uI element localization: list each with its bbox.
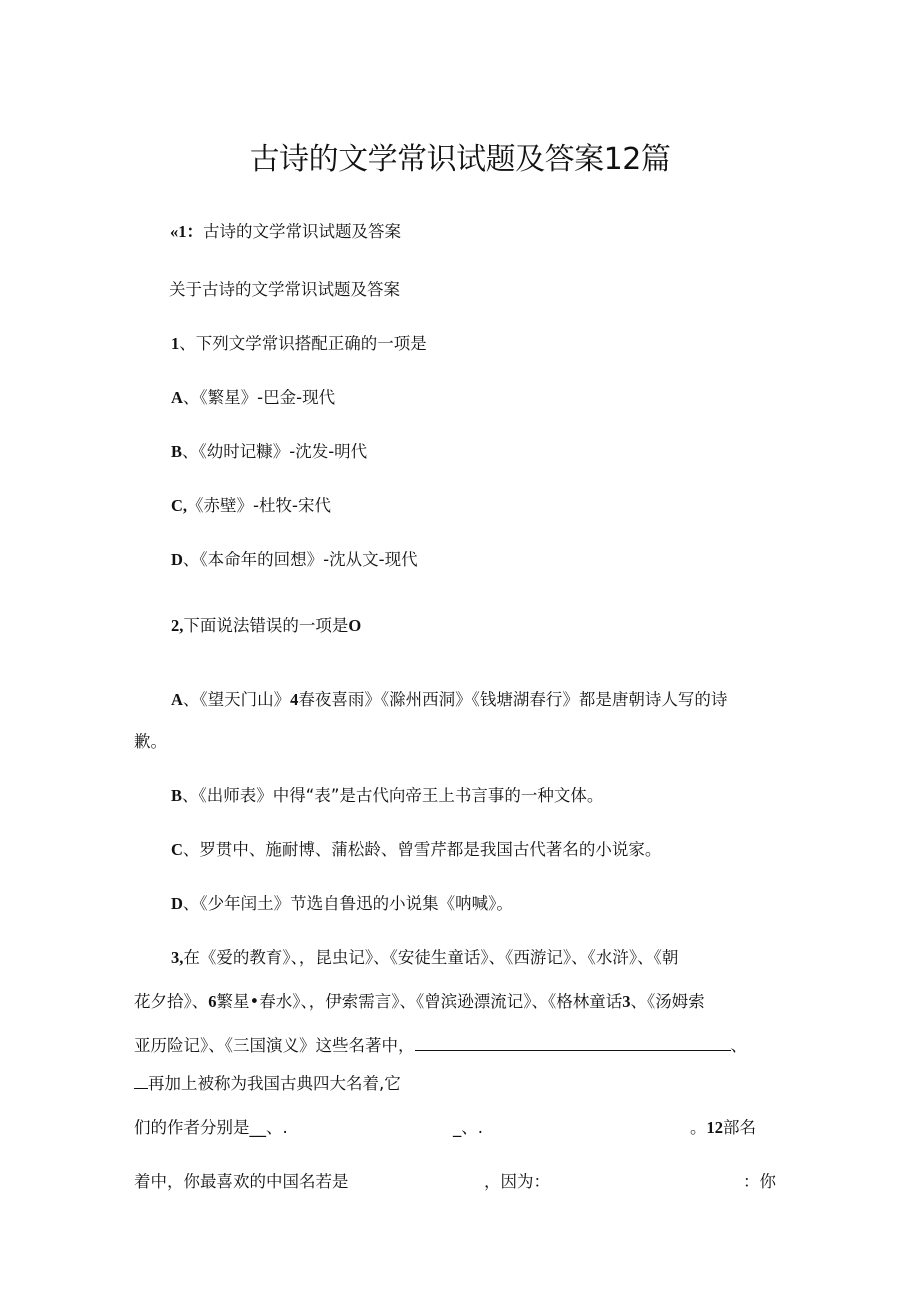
option-label: C,: [171, 496, 188, 515]
text: 繁星•春水》、，伊索需言》、《曾滨逊漂流记》、《格林童话: [216, 992, 623, 1011]
option-label: A: [171, 388, 183, 407]
option-label: A: [171, 690, 183, 709]
question-2-text: 下面说法错误的一项是: [183, 616, 349, 635]
question-1-text: 、下列文学常识搭配正确的一项是: [179, 334, 427, 353]
question-3-line-1: [171, 946, 678, 970]
section-heading-text: 古诗的文学常识试题及答案: [203, 222, 401, 241]
intro-text: 关于古诗的文学常识试题及答案: [169, 280, 400, 299]
question-2-number: 2,: [171, 616, 184, 635]
q1-option-a: [171, 386, 335, 410]
option-text: 、《本命年的回想》-沈从文-现代: [182, 550, 418, 569]
answer-blank[interactable]: [134, 1074, 148, 1089]
option-text-continued: 春夜喜雨》《滁州西洞》《钱塘湖春行》都是唐朝诗人写的诗: [298, 690, 728, 709]
option-label: D: [171, 550, 183, 569]
question-3-text: 在《爱的教育》、，昆虫记》、《安徒生童话》、《西游记》、《水浒》、《朝: [183, 948, 679, 967]
q2-option-b: [171, 784, 603, 808]
text: 。: [690, 1118, 707, 1137]
text: 再加上被称为我国古典四大名着,它: [148, 1074, 401, 1093]
option-text: 、《幼时记糠》-沈发-明代: [182, 442, 368, 461]
document-title: 古诗的文学常识试题及答案12篇: [249, 142, 671, 177]
option-label: C: [171, 840, 183, 859]
number: 3: [622, 992, 631, 1011]
question-2-stem: [171, 614, 361, 638]
option-number: 4: [290, 690, 299, 709]
question-3-number: 3,: [171, 948, 184, 967]
q1-option-c: [171, 494, 331, 518]
option-label: B: [171, 786, 183, 805]
answer-blank[interactable]: [415, 1036, 731, 1051]
question-3-line-5: [134, 1116, 288, 1140]
question-3-line-2: [134, 990, 705, 1014]
option-label: B: [171, 442, 183, 461]
question-1-stem: [171, 332, 427, 356]
question-3-line-5-blank: _、.: [453, 1118, 483, 1137]
option-text: 、《出师表》中得“表”是古代向帝王上书言事的一种文体。: [182, 786, 604, 805]
text: 花夕拾》、: [134, 992, 209, 1011]
question-3-line-3: [134, 1034, 747, 1058]
text: 、: [730, 1036, 747, 1055]
question-3-line-4: [134, 1072, 401, 1096]
q2-option-c: [171, 838, 661, 862]
q2-option-a: [171, 688, 727, 712]
q2-option-d: [171, 892, 513, 916]
option-text: 、《望天门山》: [182, 690, 291, 709]
option-text: 《赤壁》-杜牧-宋代: [187, 496, 331, 515]
question-3-line-5-end: [690, 1116, 756, 1140]
number: 6: [208, 992, 217, 1011]
section-prefix: «1：: [170, 222, 203, 241]
option-text: 、罗贯中、施耐博、蒲松龄、曾雪芹都是我国古代著名的小说家。: [182, 840, 662, 859]
q2-option-a-wrap: 歉。: [134, 732, 167, 751]
q1-option-d: [171, 548, 418, 572]
option-text: 、《繁星》-巴金-现代: [182, 388, 336, 407]
text: 亚历险记》、《三国演义》这些名著中，: [134, 1036, 415, 1055]
section-heading: [170, 220, 401, 244]
question-3-line-6: 着中，你最喜欢的中国名若是: [134, 1172, 349, 1191]
q1-option-b: [171, 440, 367, 464]
question-2-end: O: [348, 616, 362, 635]
question-3-line-6-end: ：你: [743, 1172, 776, 1191]
question-1-number: 1: [171, 334, 180, 353]
option-label: D: [171, 894, 183, 913]
number: 12: [706, 1118, 723, 1137]
option-text: 、《少年闰土》节选自鲁迅的小说集《呐喊》。: [182, 894, 513, 913]
text: 、《汤姆索: [630, 992, 705, 1011]
question-3-line-6-mid: ，因为：: [484, 1172, 550, 1191]
text: 部名: [723, 1118, 756, 1137]
text: 们的作者分别是__、.: [134, 1118, 288, 1137]
